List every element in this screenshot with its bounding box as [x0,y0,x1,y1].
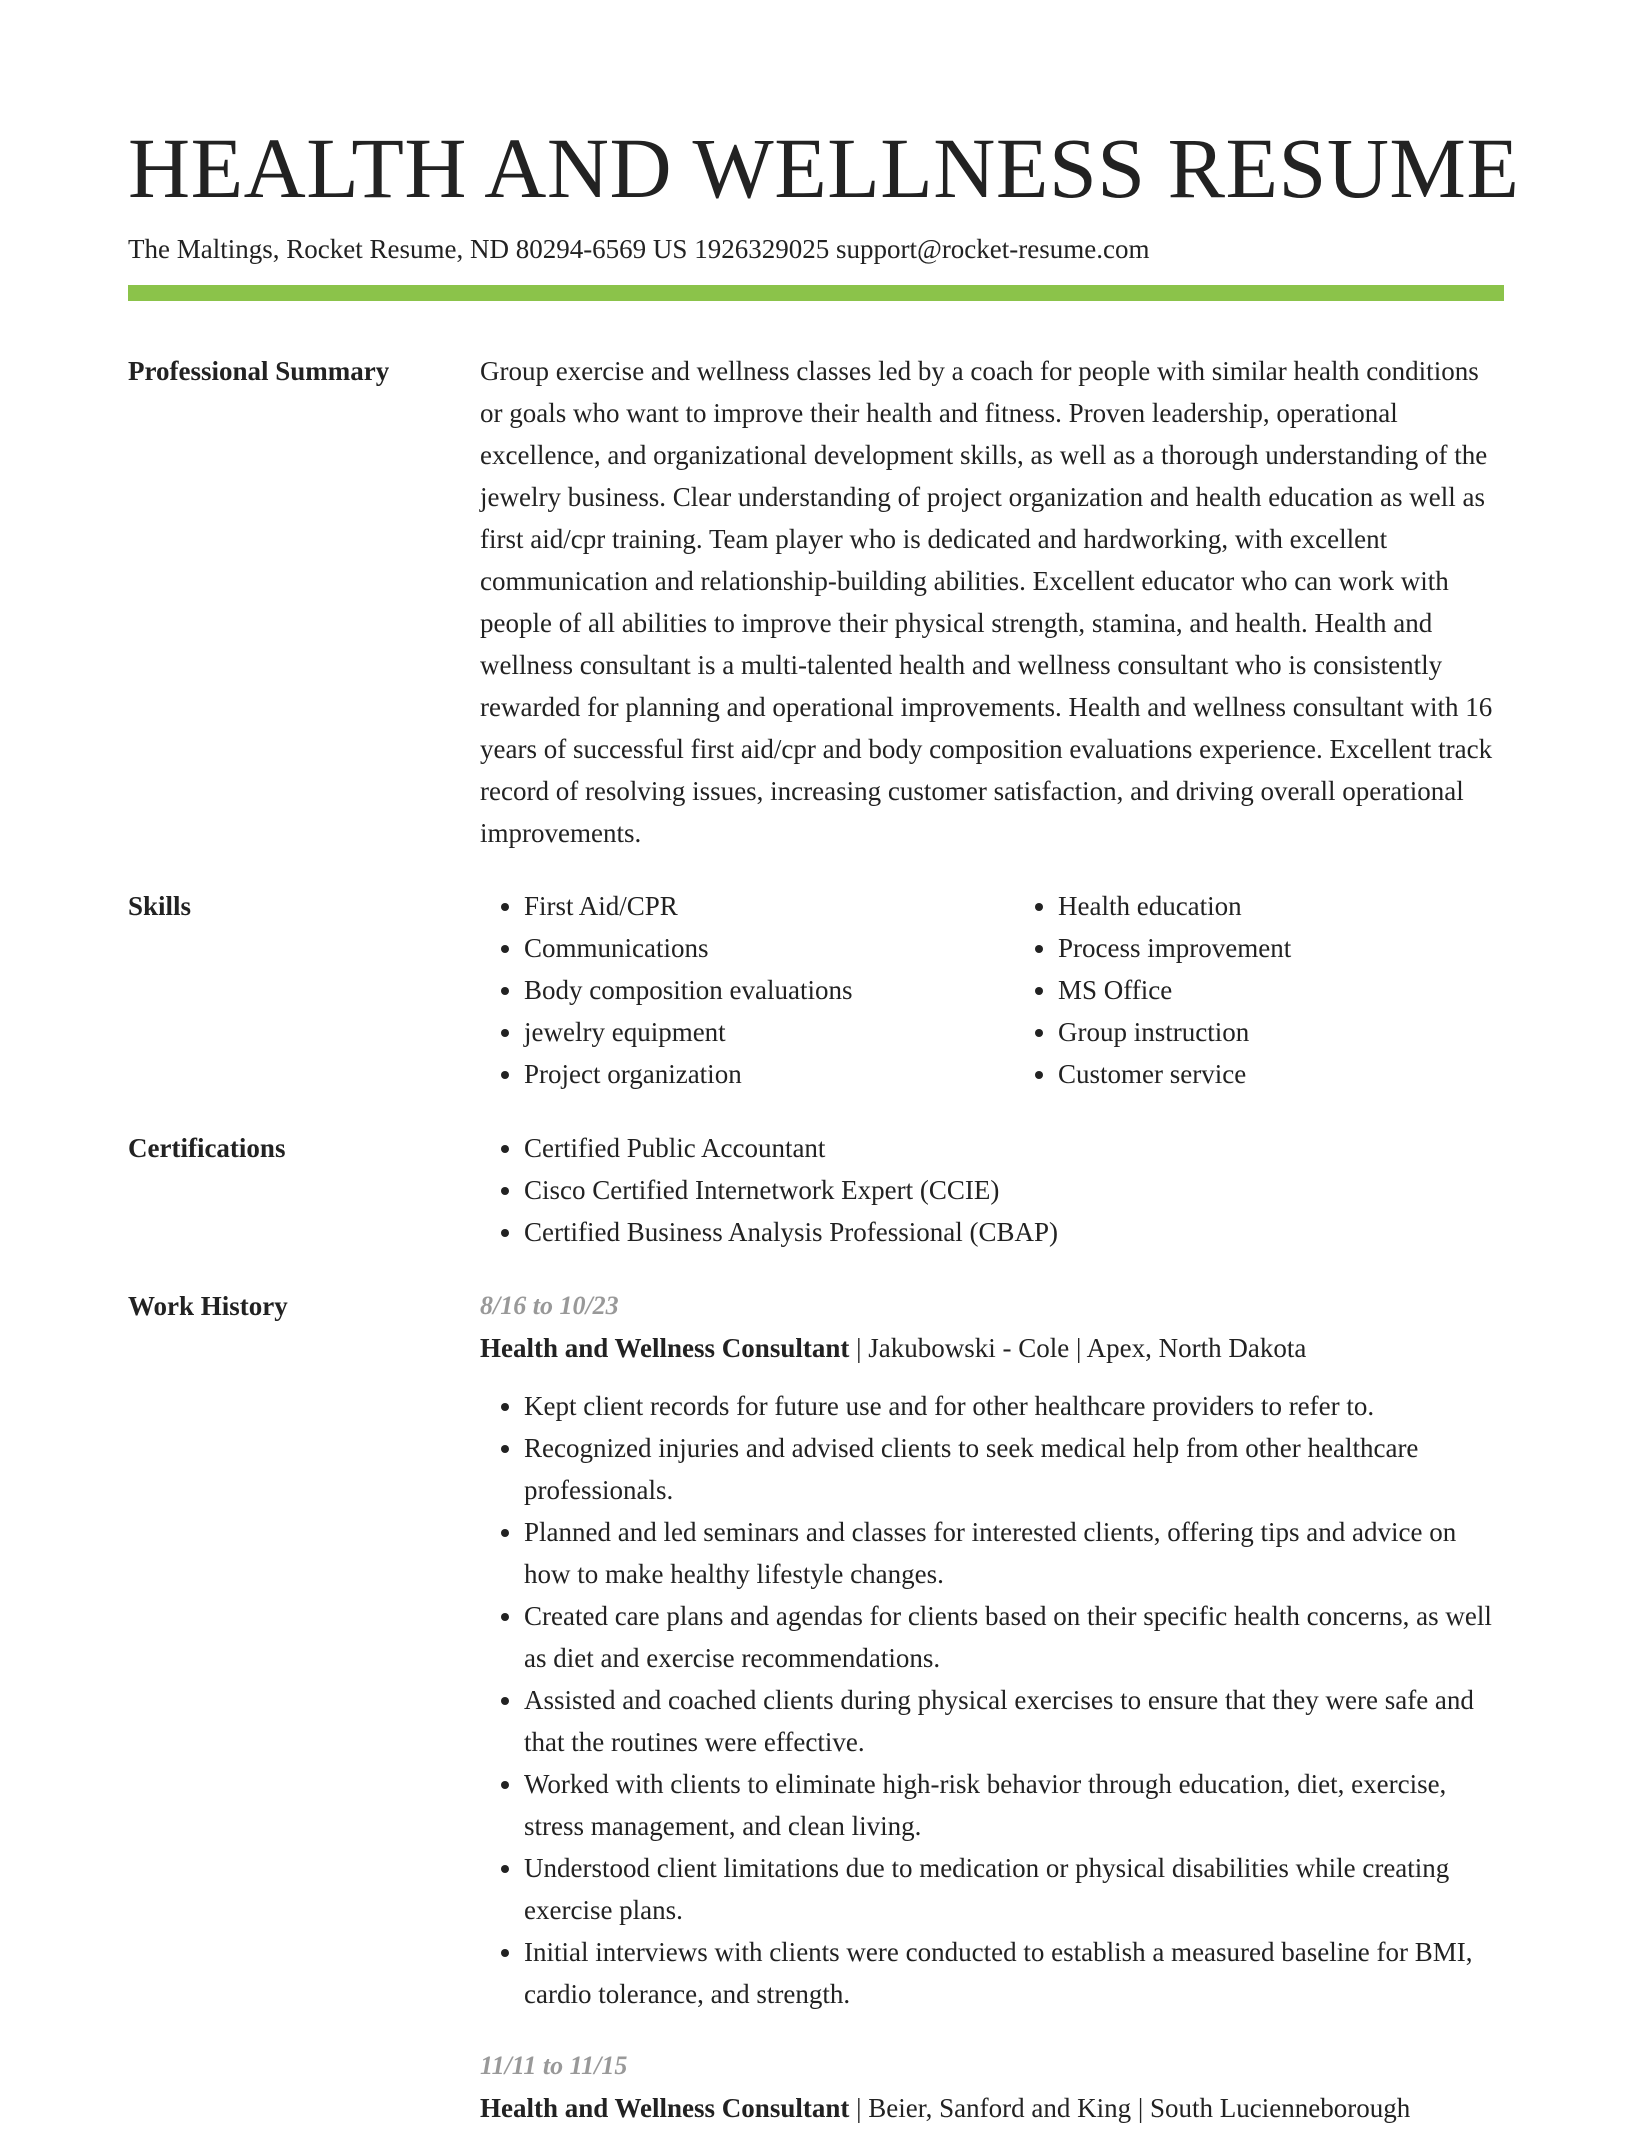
job-company: Beier, Sanford and King [868,2093,1132,2123]
certifications-section [128,1127,1504,1257]
job-title: Health and Wellness Consultant [480,1333,850,1363]
skills-section [128,885,1504,1100]
skill-item: • Communications [524,927,970,969]
contact-address: The Maltings, Rocket Resume, ND 80294-6569 US [128,234,688,264]
job-bullet: • Understood client limitations due to medication or physical disabilities while creating exercise plans. [524,1847,1504,1931]
certifications-list [480,1127,1504,1253]
job-bullet: • Created care plans and agendas for clients based on their specific health concerns, as well as diet and exercise recommendations. [524,1595,1504,1679]
contact-email: support@rocket-resume.com [835,234,1150,264]
contact-phone: 1926329025 [694,234,830,264]
job-location: South Lucienneborough [1150,2093,1411,2123]
job-title: Health and Wellness Consultant [480,2093,850,2123]
certifications-label: Certifications [128,1133,286,1163]
summary-label: Professional Summary [128,356,390,386]
job-separator: | [856,1333,869,1363]
skills-list-left [480,885,970,1095]
skill-item: • MS Office [1058,969,1504,1011]
job-entry [480,1285,1504,2015]
job-bullets [480,1385,1504,2015]
skills-columns [480,885,1504,1095]
job-dates: 8/16 to 10/23 [480,1291,619,1320]
job-bullet: • Kept client records for future use and for other healthcare providers to refer to. [524,1385,1504,1427]
resume-title: HEALTH AND WELLNESS RESUME [128,120,1520,216]
skill-item: • First Aid/CPR [524,885,970,927]
job-dates: 11/11 to 11/15 [480,2051,628,2080]
contact-line [128,232,1149,266]
skill-item: • Project organization [524,1053,970,1095]
job-company: Jakubowski - Cole [868,1333,1070,1363]
certifications-body [480,1127,1504,1253]
work-history-section [128,1285,1504,2123]
work-history-body [480,1285,1504,2129]
skills-body [480,885,1504,1095]
header-divider [128,285,1504,301]
skill-item: • Health education [1058,885,1504,927]
job-location: Apex, North Dakota [1086,1333,1307,1363]
job-bullet: • Worked with clients to eliminate high-risk behavior through education, diet, exercise, stress management, and clean living. [524,1763,1504,1847]
certification-item: • Cisco Certified Internetwork Expert (CCIE) [524,1169,1504,1211]
job-bullet: • Assisted and coached clients during physical exercises to ensure that they were safe and that the routines were effective. [524,1679,1504,1763]
certification-item: • Certified Business Analysis Professional (CBAP) [524,1211,1504,1253]
job-bullet: • Recognized injuries and advised clients to seek medical help from other healthcare professionals. [524,1427,1504,1511]
job-heading [480,2087,1504,2129]
certification-item: • Certified Public Accountant [524,1127,1504,1169]
skill-item: • jewelry equipment [524,1011,970,1053]
summary-text: Group exercise and wellness classes led by a coach for people with similar health conditions or goals who want to improve their health and fitness. Proven leadership, operational excellence, and organizational development skills, as well as a thorough understanding of the jewelry business. Clear understanding of project organization and health education as well as first aid/cpr training. Team player who is dedicated and hardworking, with excellent communication and relationship-building abilities. Excellent educator who can work with people of all abilities to improve their physical strength, stamina, and health. Health and wellness consultant is a multi-talented health and wellness consultant who is consistently rewarded for planning and operational improvements. Health and wellness consultant with 16 years of successful first aid/cpr and body composition evaluations experience. Excellent track record of resolving issues, increasing customer satisfaction, and driving overall operational improvements. [480,356,1493,848]
work-history-label: Work History [128,1291,288,1321]
skill-item: • Customer service [1058,1053,1504,1095]
job-separator: | [1075,1333,1087,1363]
job-bullet: • Planned and led seminars and classes for interested clients, offering tips and advice on how to make healthy lifestyle changes. [524,1511,1504,1595]
job-separator: | [1137,2093,1151,2123]
skills-list-right [1014,885,1504,1095]
skills-label: Skills [128,891,192,921]
job-entry [480,2045,1504,2129]
job-bullet: • Initial interviews with clients were conducted to establish a measured baseline for BMI, cardio tolerance, and strength. [524,1931,1504,2015]
skill-item: • Process improvement [1058,927,1504,969]
job-separator: | [856,2093,869,2123]
summary-body [480,350,1504,854]
skill-item: • Body composition evaluations [524,969,970,1011]
job-heading [480,1327,1504,1369]
summary-section [128,350,1504,860]
skill-item: • Group instruction [1058,1011,1504,1053]
